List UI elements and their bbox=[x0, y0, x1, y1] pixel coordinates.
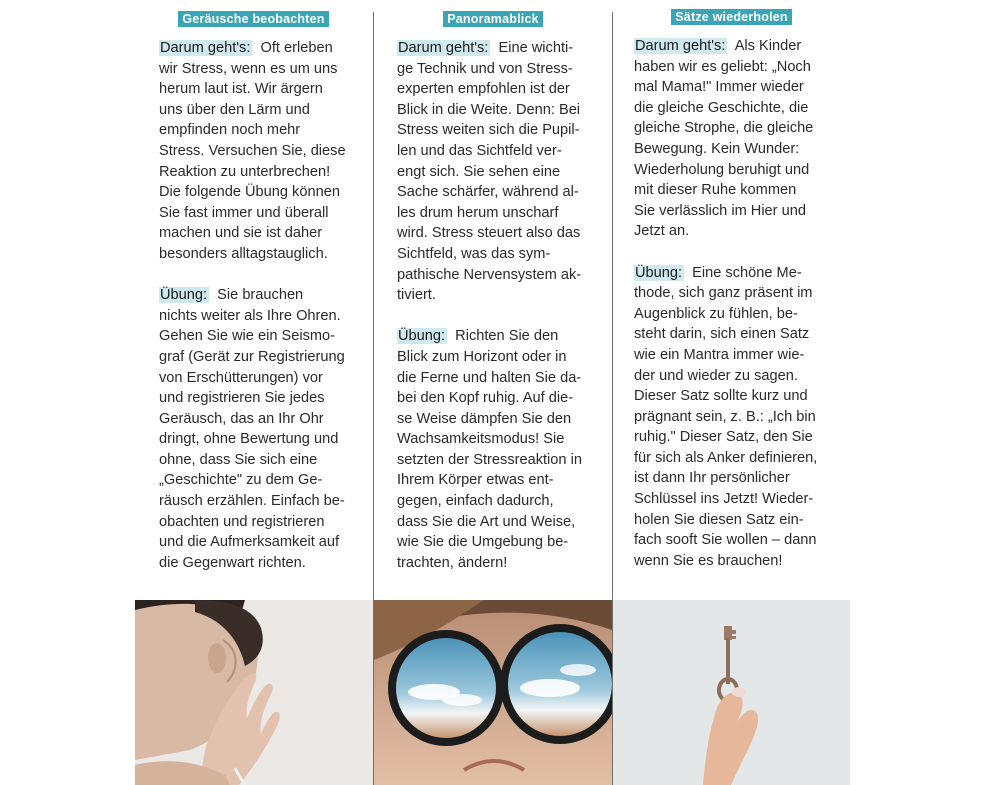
lead-paragraph: Darum geht's: Als Kinder haben wir es geliebt: „Noch mal Mama!" Immer wieder die gleiche Geschichte, die gleiche Strophe, die gleiche Bewegung. Kein Wunder: Wiederholung beruhigt und mit dieser Ruhe kommen Sie verlässlich im Hier und Jetzt an. bbox=[634, 38, 814, 240]
column-body bbox=[613, 36, 850, 571]
exercise-paragraph: Übung: Richten Sie den Blick zum Horizont oder in die Ferne und halten Sie da- bei den Kopf ruhig. Auf die- se Weise dämpfen Sie den Wachsamkeitsmodus! Sie setzten der Stressreaktion in Ihrem Körper etwas ent- gegen, einfach dadurch, dass Sie die Art und Weise, wie Sie die Umgebung be- trachten, ändern! bbox=[397, 328, 582, 571]
section-title: Panoramablick bbox=[443, 11, 543, 27]
column-body bbox=[374, 38, 612, 573]
column-header bbox=[613, 8, 850, 26]
sunglasses-sky-reflection-photo bbox=[374, 600, 612, 785]
lead-paragraph: Darum geht's: Oft erleben wir Stress, wenn es um uns herum laut ist. Wir ärgern uns über den Lärm und empfinden noch mehr Stress. Versuchen Sie, diese Reaktion zu unterbrechen! Die folgende Übung können Sie fast immer und überall machen und sie ist daher besonders alltagstauglich. bbox=[159, 40, 346, 262]
section-title: Sätze wiederholen bbox=[671, 9, 791, 25]
exercise-label: Übung: bbox=[160, 287, 208, 304]
woman-listening-photo bbox=[135, 600, 373, 785]
lead-label: Darum geht's: bbox=[160, 40, 251, 56]
column-header bbox=[135, 10, 372, 28]
exercise-paragraph: Übung: Eine schöne Me- thode, sich ganz präsent im Augenblick zu fühlen, be- steht darin, sich einen Satz wie ein Mantra immer wie- der und wieder zu sagen. Dieser Satz sollte kurz und prägnant sein, z. B.: „Ich bin ruhig." Dieser Satz, den Sie für sich als Anker definieren, ist dann Ihr persönlicher Schlüssel ins Jetzt! Wieder- holen Sie diesen Satz ein- fach sooft Sie wollen – dann wenn Sie es brauchen! bbox=[634, 264, 818, 569]
lead-label: Darum geht's: bbox=[398, 40, 489, 56]
lead-label: Darum geht's: bbox=[635, 38, 726, 54]
column-body bbox=[135, 38, 372, 573]
hand-holding-key-photo bbox=[613, 600, 850, 785]
column-header bbox=[374, 10, 612, 28]
exercise-label: Übung: bbox=[635, 264, 683, 281]
section-title: Geräusche beobachten bbox=[178, 11, 328, 27]
column-geraeusche bbox=[135, 0, 372, 594]
column-saetze-wiederholen bbox=[613, 0, 850, 592]
column-panoramablick bbox=[374, 0, 612, 594]
lead-paragraph: Darum geht's: Eine wichti- ge Technik und von Stress- experten empfohlen ist der Blick in die Weite. Denn: Bei Stress weiten sich die Pupil- len und das Sichtfeld ver- engt sich. Sie sehen eine Sache schärfer, während al- les drum herum unscharf wird. Stress steuert also das Sichtfeld, was das sym- pathische Nervensystem ak- tiviert. bbox=[397, 40, 582, 304]
exercise-label: Übung: bbox=[398, 328, 446, 345]
exercise-paragraph: Übung: Sie brauchen nichts weiter als Ihre Ohren. Gehen Sie wie ein Seismo- graf (Gerät zur Registrierung von Erschütterungen) vor und registrieren Sie jedes Geräusch, das an Ihr Ohr dringt, ohne Bewertung und ohne, dass Sie sich eine „Geschichte" zu dem Ge- räusch erzählen. Einfach be- obachten und registrieren und die Aufmerksamkeit auf die Gegenwart richten. bbox=[159, 287, 345, 571]
